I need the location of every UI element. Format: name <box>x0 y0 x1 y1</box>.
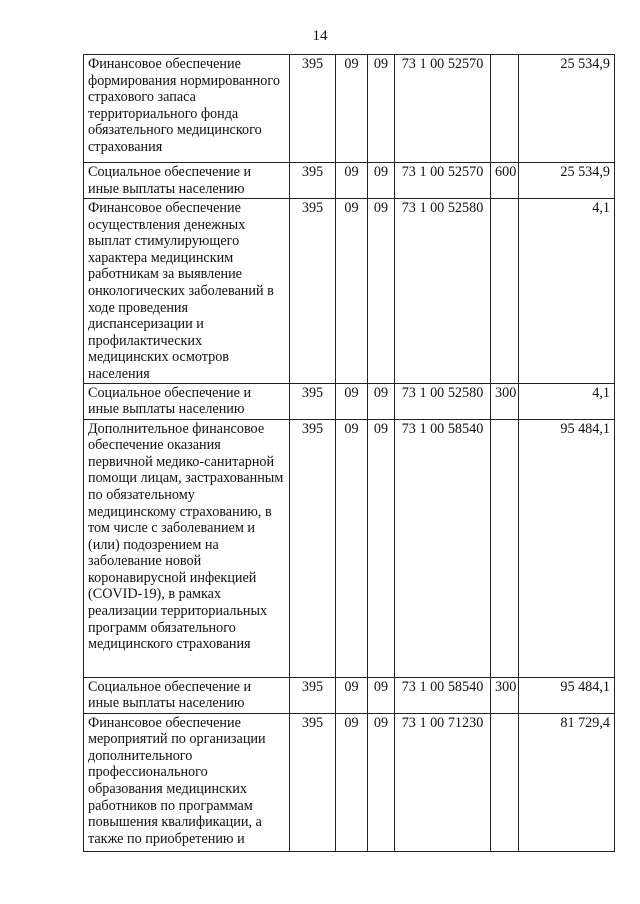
subsection-code: 09 <box>368 677 395 713</box>
subsection-code: 09 <box>368 163 395 199</box>
target-article: 73 1 00 52570 <box>395 55 491 163</box>
table-row <box>84 419 615 677</box>
table-row <box>84 677 615 713</box>
amount: 4,1 <box>519 199 615 384</box>
amount: 81 729,4 <box>519 713 615 851</box>
amount: 25 534,9 <box>519 55 615 163</box>
table-row <box>84 55 615 163</box>
section-code: 09 <box>336 55 368 163</box>
target-article: 73 1 00 52580 <box>395 199 491 384</box>
admin-code: 395 <box>290 55 336 163</box>
amount: 95 484,1 <box>519 677 615 713</box>
target-article: 73 1 00 71230 <box>395 713 491 851</box>
expense-type <box>491 55 519 163</box>
section-code: 09 <box>336 383 368 419</box>
table-row <box>84 163 615 199</box>
row-description: Финансовое обеспечение осуществления денежных выплат стимулирующего характера медицинским работникам за выявление онкологических заболеваний в ходе проведения диспансеризации и профилактических медицинских осмотров населения <box>84 199 290 384</box>
admin-code: 395 <box>290 419 336 677</box>
expense-type <box>491 199 519 384</box>
row-description: Дополнительное финансовое обеспечение оказания первичной медико-санитарной помощи лицам, застрахованным по обязательному медицинскому страхованию, в том числе с заболеванием и (или) подозрением на заболевание новой коронавирусной инфекцией (COVID-19), в рамках реализации территориальных программ обязательного медицинского страхования <box>84 419 290 677</box>
budget-table <box>83 54 615 852</box>
section-code: 09 <box>336 713 368 851</box>
row-description: Социальное обеспечение и иные выплаты населению <box>84 163 290 199</box>
admin-code: 395 <box>290 713 336 851</box>
section-code: 09 <box>336 677 368 713</box>
expense-type: 300 <box>491 383 519 419</box>
expense-type: 300 <box>491 677 519 713</box>
admin-code: 395 <box>290 383 336 419</box>
table-row <box>84 383 615 419</box>
target-article: 73 1 00 52580 <box>395 383 491 419</box>
admin-code: 395 <box>290 163 336 199</box>
section-code: 09 <box>336 419 368 677</box>
row-description: Социальное обеспечение и иные выплаты населению <box>84 383 290 419</box>
amount: 25 534,9 <box>519 163 615 199</box>
target-article: 73 1 00 52570 <box>395 163 491 199</box>
row-description: Социальное обеспечение и иные выплаты населению <box>84 677 290 713</box>
amount: 95 484,1 <box>519 419 615 677</box>
expense-type <box>491 419 519 677</box>
expense-type: 600 <box>491 163 519 199</box>
subsection-code: 09 <box>368 383 395 419</box>
subsection-code: 09 <box>368 199 395 384</box>
subsection-code: 09 <box>368 419 395 677</box>
page-number: 14 <box>312 28 328 44</box>
admin-code: 395 <box>290 199 336 384</box>
amount: 4,1 <box>519 383 615 419</box>
admin-code: 395 <box>290 677 336 713</box>
row-description: Финансовое обеспечение мероприятий по организации дополнительного профессионального образования медицинских работников по программам повышения квалификации, а также по приобретению и <box>84 713 290 851</box>
subsection-code: 09 <box>368 713 395 851</box>
section-code: 09 <box>336 199 368 384</box>
target-article: 73 1 00 58540 <box>395 677 491 713</box>
row-description: Финансовое обеспечение формирования нормированного страхового запаса территориального фонда обязательного медицинского страхования <box>84 55 290 163</box>
target-article: 73 1 00 58540 <box>395 419 491 677</box>
expense-type <box>491 713 519 851</box>
table-row <box>84 199 615 384</box>
section-code: 09 <box>336 163 368 199</box>
table-row <box>84 713 615 851</box>
subsection-code: 09 <box>368 55 395 163</box>
